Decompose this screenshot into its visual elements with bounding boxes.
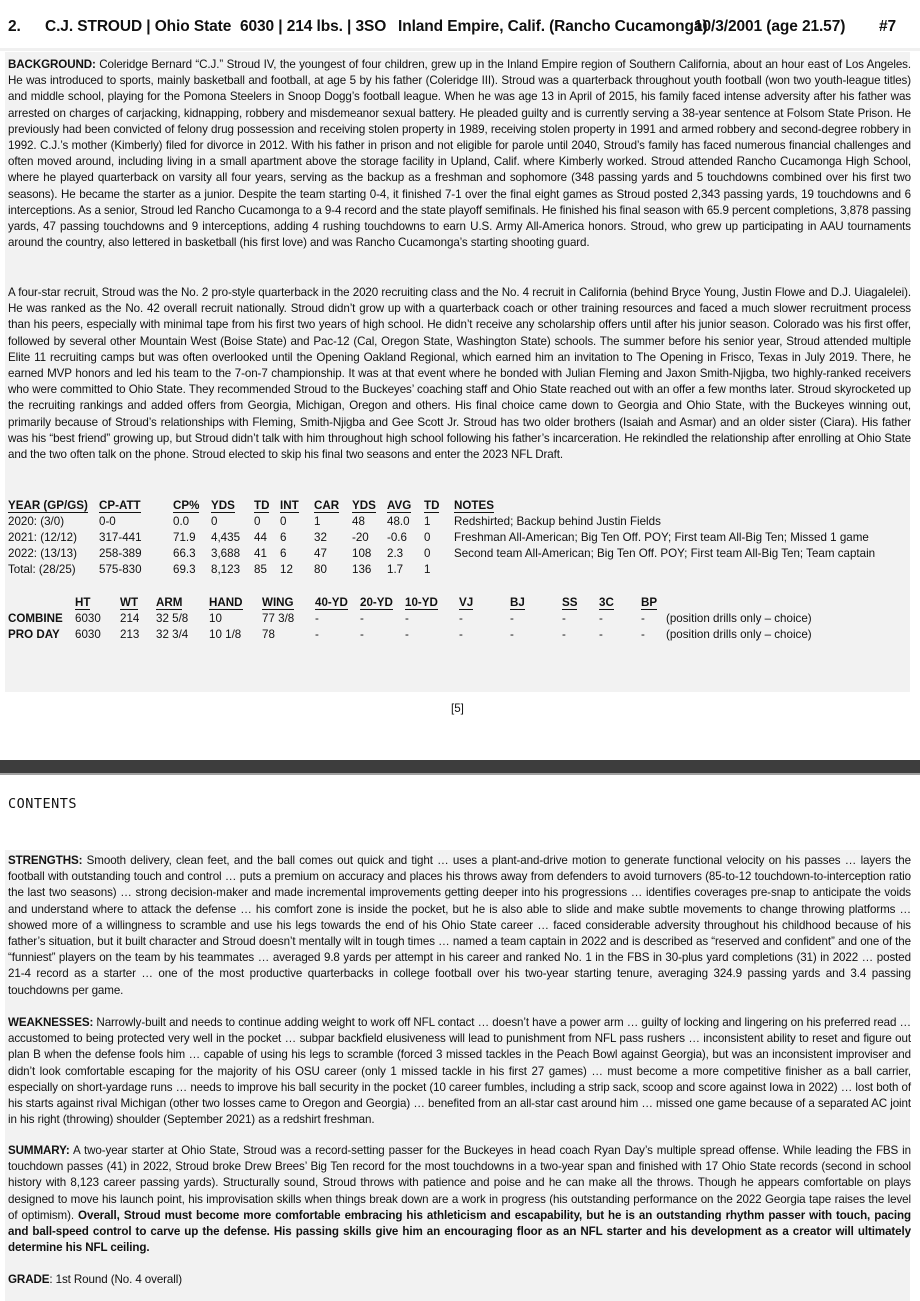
recruiting-paragraph: A four-star recruit, Stroud was the No. 2 pro-style quarterback in the 2020 recruiting class and the No. 4 recruit in California (behind Bryce Young, Justin Flowe and D.J. Uiagalelei). He was ranked as the No. 42 overall recruit nationally. Stroud didn’t grow up with a quarterback coach or other training resources and faced a much slower recruitment process than his peers, especially with minimal tape from his first two years of high school. He didn’t receive any scholarship offers until after his junior season. Colorado was his first offer, followed by several other Mountain West (Boise State) and Pac-12 (Cal, Oregon State, Washington State) schools. The summer before his senior year, Stroud attended multiple Elite 11 recruiting camps but was often overlooked until the Opening Oakland Regional, which earned him an invitation to The Opening in Frisco, Texas in July 2019. There, he earned MVP honors and led his team to the 7-on-7 championship. It was at that event where he bonded with Julian Fleming and Jaxon Smith-Njigba, two highly-ranked receivers who were committed to Ohio State. They recommended Stroud to the Buckeyes’ coaching staff and Ohio State reached out with an offer a few months later. Stroud skyrocketed up the recruiting rankings and added offers from Georgia, Michigan, Oregon and others. His final choice came down to Georgia and Ohio State, with the Buckeyes winning out, primarily because of Stroud’s relationships with Fleming, Smith-Njigba and Gee Scott Jr. Stroud has two older brothers (Isaiah and Asmar) and an older sister (Ciara). His father was his “best friend” growing up, but Stroud didn’t talk with him throughout high school following his father’s incarceration. He rekindled the relationship after enrolling at Ohio State and the two often talk on the phone. Stroud elected to skip his final two seasons and enter the 2023 NFL Draft. xyxy=(8,286,911,462)
combine-col-20yd: 20-YD xyxy=(360,595,393,609)
stats-row-total: Total: (28/25) 575-830 69.3 8,123 85 12 80 136 1.7 1 xyxy=(8,562,431,576)
strengths-text: Smooth delivery, clean feet, and the ball comes out quick and tight … uses a plant-and-drive motion to generate functional velocity on his passes … layers the football with outstanding touch and control … puts a premium on accuracy and places his throws away from defenders to avoid turnovers (85-to-12 touchdown-to-interception ratio the last two seasons) … strong decision-maker and made incremental improvements getting deeper into his progressions … identifies coverages pre-snap to anticipate the voids and understand where to attack the defense … his comfort zone is inside the pocket, but he is also able to slide and make subtle movements to change throwing platforms … showed more of a willingness to scramble and use his legs towards the end of his Ohio State career … faced considerable adversity throughout his childhood because of his father’s situation, but it built character and Stroud doesn’t mentally wilt in tough times … named a team captain in 2022 and is described as “reserved and confident” and one of the “funniest” players on the team by his teammates … averaged 9.8 yards per attempt in his career and ranked No. 1 in the FBS in 30-plus yard completions (31) in 2022 … posted 21-4 record as a starter … one of the most productive quarterbacks in college football over his two-year starting tenure, averaging 324.9 passing yards and 3.4 passing touchdowns per game. xyxy=(8,854,911,997)
stats-table xyxy=(8,497,899,577)
stats-col-cppct: CP% xyxy=(173,498,200,512)
combine-col-10yd: 10-YD xyxy=(405,595,438,609)
combine-col-3c: 3C xyxy=(599,595,614,609)
stats-col-car: CAR xyxy=(314,498,340,512)
contents-link[interactable]: CONTENTS xyxy=(8,796,78,812)
grade-label: GRADE xyxy=(8,1273,50,1286)
background-label: BACKGROUND: xyxy=(8,58,96,71)
player-header xyxy=(8,18,913,44)
weaknesses-text: Narrowly-built and needs to continue adding weight to work off NFL contact … doesn’t have a power arm … guilty of locking and lingering on his preferred read … accustomed to being protected very well in the pocket … subpar backfield elusiveness will lead to punishment from NFL pass rushers … inconsistent ability to reset and figure out plan B when the defense fools him … capable of using his legs to scramble (forced 3 missed tackles in the Peach Bowl against Georgia), but was an inconsistent improviser and didn’t look comfortable escaping for the majority of his OSU career (only 1 missed tackle in his first 27 games) … must become a more competitive finisher as a ball carrier, especially on short-yardage runs … needs to improve his ball security in the pocket (10 career fumbles, including a strip sack, scoop and score against Iowa in 2022) … lost both of his starts against rival Michigan (other two losses came to Oregon and Georgia) … benefited from an all-star cast around him … missed one game because of a separated AC joint in his right (throwing) shoulder (September 2021) as a redshirt freshman. xyxy=(8,1016,911,1127)
stats-col-rushtd: TD xyxy=(424,498,440,512)
stats-col-cpatt: CP-ATT xyxy=(99,498,141,512)
combine-col-wt: WT xyxy=(120,595,139,609)
summary-label: SUMMARY: xyxy=(8,1144,70,1157)
combine-col-ss: SS xyxy=(562,595,578,609)
header-rule xyxy=(0,48,920,51)
stats-col-avg: AVG xyxy=(387,498,412,512)
combine-col-bp: BP xyxy=(641,595,658,609)
combine-row-combine: COMBINE 6030 214 32 5/8 10 77 3/8 - - - - - - - - (position drills only – choice) xyxy=(8,611,812,625)
stats-col-year: YEAR (GP/GS) xyxy=(8,498,88,512)
combine-row-proday: PRO DAY 6030 213 32 3/4 10 1/8 78 - - - - - - - - (position drills only – choice) xyxy=(8,627,812,641)
stats-col-passyds: YDS xyxy=(211,498,235,512)
player-hometown: Inland Empire, Calif. (Rancho Cucamonga) xyxy=(398,18,708,35)
page-number: [5] xyxy=(451,702,464,715)
summary-bold-text: Overall, Stroud must become more comfortable embracing his athleticism and escapability, but he is an outstanding rhythm passer with touch, pacing and ball-speed control to carve up the defense. His passing skills give him an encouraging floor as an NFL starter and his development as a creator will ultimately determine his NFL ceiling. xyxy=(8,1208,911,1255)
stats-row-2022: 2022: (13/13) 258-389 66.3 3,688 41 6 47 108 2.3 0 Second team All-American; Big Ten Off. POY; First team All-Big Ten; Team captain xyxy=(8,546,876,560)
stats-col-notes: NOTES xyxy=(454,498,494,512)
stats-row-2020: 2020: (3/0) 0-0 0.0 0 0 0 1 48 48.0 1 Redshirted; Backup behind Justin Fields xyxy=(8,514,661,528)
player-name-school: C.J. STROUD | Ohio State xyxy=(45,18,232,35)
combine-header-row xyxy=(8,594,908,610)
stats-row-2021: 2021: (12/12) 317-441 71.9 4,435 44 6 32 -20 -0.6 0 Freshman All-American; Big Ten Off. POY; First team All-Big Ten; Missed 1 game xyxy=(8,530,869,544)
combine-col-ht: HT xyxy=(75,595,91,609)
player-jersey: #7 xyxy=(879,18,897,35)
background-paragraph xyxy=(8,57,911,251)
combine-col-hand: HAND xyxy=(209,595,243,609)
background-text: Coleridge Bernard “C.J.” Stroud IV, the youngest of four children, grew up in the Inland Empire region of Southern California, about an hour east of Los Angeles. He was introduced to sports, mainly basketball and football, at age 5 by his father (Coleridge III). Stroud was a quarterback throughout youth football (won two youth-league titles) and middle school, playing for the Pomona Steelers in Snoop Dogg’s football league. When he was age 13 in April of 2015, his family faced intense adversity after his father was arrested on charges of carjacking, kidnapping, robbery and misdemeanor sexual battery. He pleaded guilty and is currently serving a 38-year sentence at Folsom State Prison. He previously had been convicted of felony drug possession and receiving stolen property in 1989, receiving stolen property in 1991 and armed robbery and second-degree robbery in 1992. C.J.’s mother (Kimberly) filed for divorce in 2012. With his father in prison and not eligible for parole until 2040, Stroud’s family has faced numerous financial challenges and often moved around, including living in a small apartment above the storage facility in Upland, Calif. where Kimberly worked. Stroud attended Rancho Cucamonga High School, where he played quarterback on varsity all four years, serving as the backup as a freshman and sophomore (348 passing yards and 5 touchdowns combined over his first two seasons). He became the starter as a junior. Despite the team starting 0-4, it finished 7-1 over the final eight games as Stroud posted 2,343 passing yards, 19 touchdowns and 6 interceptions. As a senior, Stroud led Rancho Cucamonga to a 9-4 record and the state playoff semifinals. He finished his final season with 65.9 percent completions, 3,878 passing yards, 47 passing touchdowns and 9 interceptions, adding 4 rushing touchdowns to earn U.S. Army All-America honors. Stroud, who grew up participating in AAU tournaments around the country, also lettered in basketball (his first love) and was Rancho Cucamonga’s starting shooting guard. xyxy=(8,58,911,250)
stats-col-int: INT xyxy=(280,498,299,512)
combine-col-wing: WING xyxy=(262,595,294,609)
combine-col-vj: VJ xyxy=(459,595,474,609)
player-birthdate: 10/3/2001 (age 21.57) xyxy=(694,18,846,35)
strengths-paragraph xyxy=(8,853,911,999)
combine-col-arm: ARM xyxy=(156,595,183,609)
combine-col-bj: BJ xyxy=(510,595,525,609)
stats-col-passtd: TD xyxy=(254,498,270,512)
page-divider xyxy=(0,760,920,773)
combine-table xyxy=(8,594,908,642)
combine-col-40yd: 40-YD xyxy=(315,595,348,609)
weaknesses-label: WEAKNESSES: xyxy=(8,1016,94,1029)
summary-paragraph xyxy=(8,1143,911,1256)
player-rank: 2. xyxy=(8,18,21,35)
player-measurables: 6030 | 214 lbs. | 3SO xyxy=(240,18,387,35)
summary-text: A two-year starter at Ohio State, Stroud was a record-setting passer for the Buckeyes in head coach Ryan Day’s multiple spread offense. While leading the FBS in touchdown passes (41) in 2022, Stroud broke Drew Brees’ Big Ten record for the most touchdowns in a two-year span and finished with 17 Ohio State records (second in school history with 8,123 career passing yards). Structurally sound, Stroud throws with patience and poise and he can make all the throws. Though he appears comfortable on plays designed to move his launch point, his improvisation skills when things break down are a work in progress (his outstanding performance on the 2022 Georgia tape raises the level of optimism). xyxy=(8,1144,911,1222)
page-divider-edge xyxy=(0,773,920,775)
stats-header-row xyxy=(8,497,899,513)
strengths-label: STRENGTHS: xyxy=(8,854,83,867)
grade-text: : 1st Round (No. 4 overall) xyxy=(49,1273,182,1286)
weaknesses-paragraph xyxy=(8,1015,911,1128)
grade-line xyxy=(8,1272,911,1288)
stats-col-rushyds: YDS xyxy=(352,498,376,512)
